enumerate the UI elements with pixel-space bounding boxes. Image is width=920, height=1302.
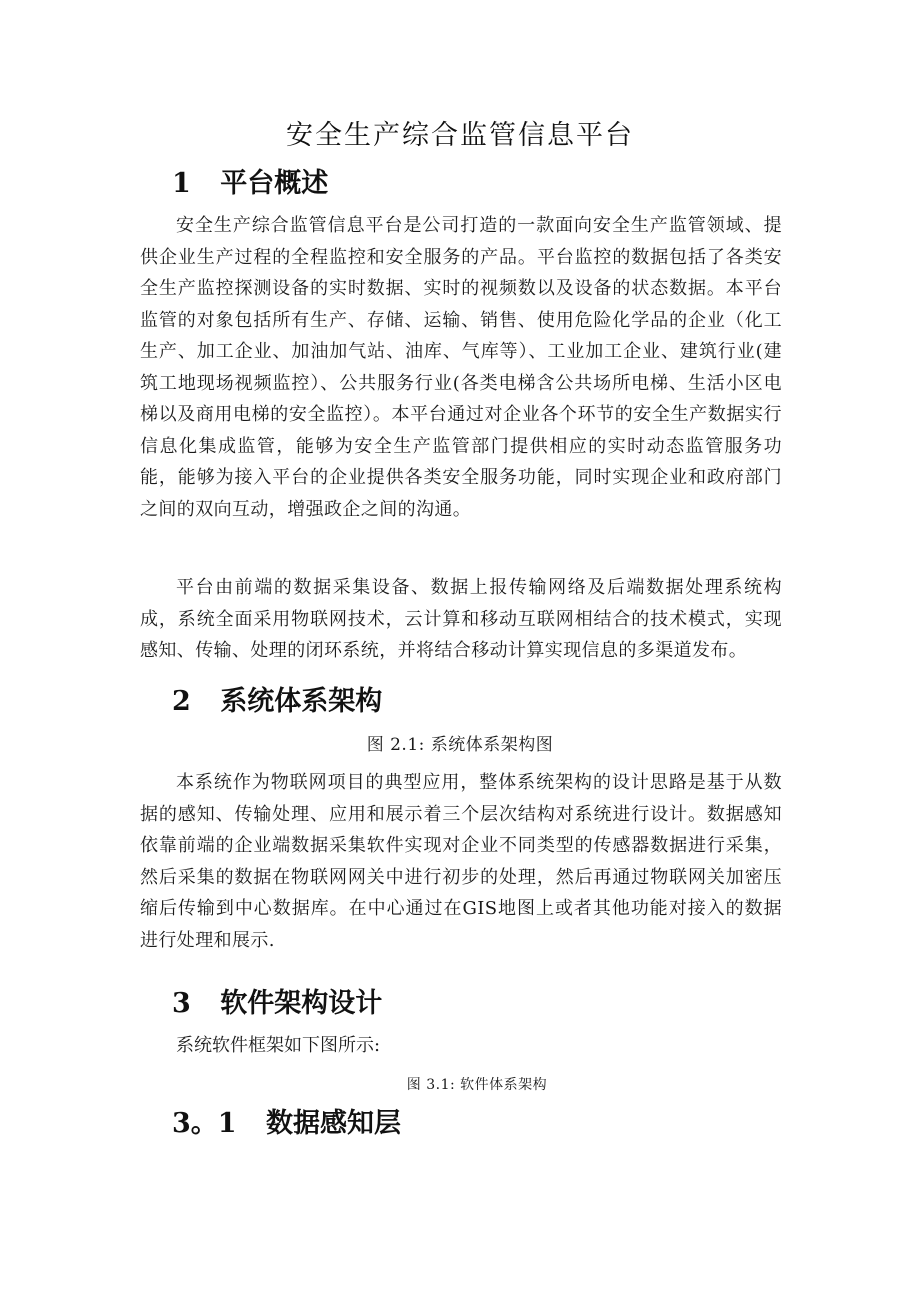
paragraph: 平台由前端的数据采集设备、数据上报传输网络及后端数据处理系统构成，系统全面采用物联网技术，云计算和移动互联网相结合的技术模式，实现感知、传输、处理的闭环系统，并将结合移动计算实现信息的多渠道发布。 — [140, 577, 782, 661]
figure-caption: 图 2.1: 系统体系架构图 — [366, 735, 554, 755]
section-heading-text: 软件架构设计 — [220, 988, 383, 1019]
intro-text: 系统软件框架如下图所示: — [176, 1035, 381, 1056]
section-heading-3 — [172, 986, 382, 1022]
figure-caption: 图 3.1: 软件体系架构 — [406, 1077, 548, 1093]
paragraph: 安全生产综合监管信息平台是公司打造的一款面向安全生产监管领域、提供企业生产过程的全程监控和安全服务的产品。平台监控的数据包括了各类安全生产监控探测设备的实时数据、实时的视频数以及设备的状态数据。本平台监管的对象包括所有生产、存储、运输、销售、使用危险化学品的企业（化工生产、加工企业、加油加气站、油库、气库等）、工业加工企业、建筑行业(建筑工地现场视频监控）、公共服务行业(各类电梯含公共场所电梯、生活小区电梯以及商用电梯的安全监控）。本平台通过对企业各个环节的安全生产数据实行信息化集成监管，能够为安全生产监管部门提供相应的实时动态监管服务功能，能够为接入平台的企业提供各类安全服务功能，同时实现企业和政府部门之间的双向互动，增强政企之间的沟通。 — [140, 215, 782, 520]
section-heading-text: 平台概述 — [220, 168, 329, 199]
section-number: 2 — [172, 686, 191, 717]
section-heading-1 — [172, 166, 328, 202]
section-heading-text: 数据感知层 — [265, 1108, 401, 1139]
paragraph: 本系统作为物联网项目的典型应用，整体系统架构的设计思路是基于从数据的感知、传输处理、应用和展示着三个层次结构对系统进行设计。数据感知依靠前端的企业端数据采集软件实现对企业不同类型的传感器数据进行采集，然后采集的数据在物联网网关中进行初步的处理，然后再通过物联网关加密压缩后传输到中心数据库。在中心通过在GIS地图上或者其他功能对接入的数据进行处理和展示. — [140, 772, 782, 951]
subsection-heading-3-1 — [172, 1106, 401, 1142]
section-heading-text: 系统体系架构 — [220, 686, 383, 717]
section-number: 3 — [172, 988, 191, 1019]
section-heading-2 — [172, 684, 382, 720]
section-number: 3。1 — [172, 1108, 237, 1139]
document-title: 安全生产综合监管信息平台 — [286, 120, 634, 151]
section-number: 1 — [172, 168, 191, 199]
